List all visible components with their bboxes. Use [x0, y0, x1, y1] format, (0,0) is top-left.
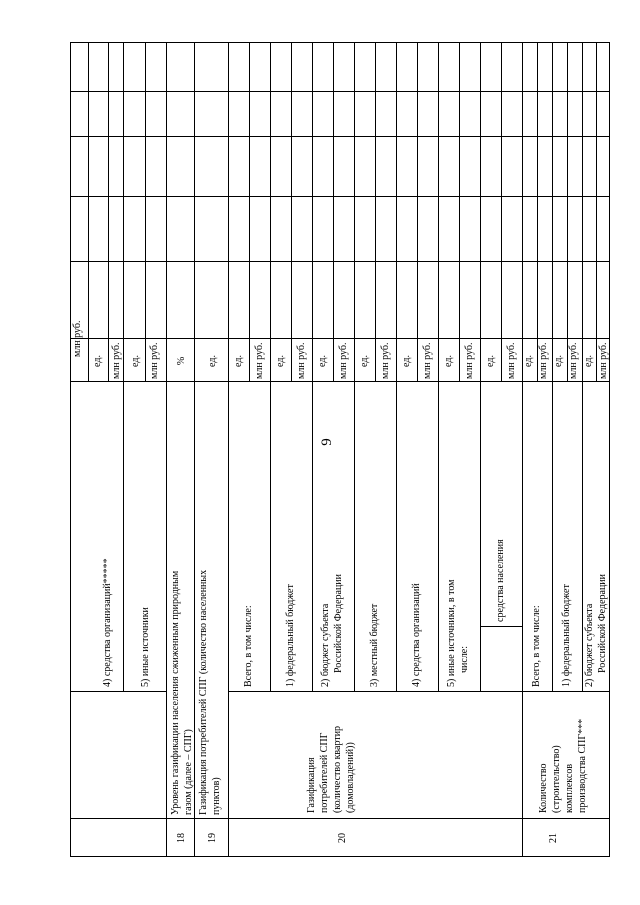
grid-line — [88, 42, 89, 382]
grid-line — [537, 42, 538, 382]
grid-line — [70, 381, 610, 382]
grid-line — [70, 196, 610, 197]
unit-cell: ед. — [358, 355, 370, 367]
grid-line — [70, 91, 610, 92]
unit-cell: млн руб. — [295, 342, 307, 379]
unit-cell: млн руб. — [505, 342, 517, 379]
top-row-label-5: 5) иные источники — [140, 607, 151, 687]
unit-cell: млн руб. — [253, 342, 265, 379]
top-unit-carry: млн руб. — [72, 320, 83, 357]
row-18-label-1: Уровень газификации населения сжиженным природным — [170, 570, 181, 815]
grid-line — [375, 42, 376, 382]
row-20-head-2: потребителей СПГ — [319, 732, 330, 813]
grid-line — [312, 42, 313, 692]
grid-line — [70, 42, 71, 857]
grid-line — [70, 338, 610, 339]
row-number: 21 — [548, 833, 559, 843]
grid-line — [70, 42, 610, 43]
unit-cell: ед. — [484, 355, 496, 367]
unit-cell: ед. — [316, 355, 328, 367]
grid-line — [417, 42, 418, 382]
unit-cell: млн руб. — [597, 342, 609, 379]
unit-cell: млн руб. — [567, 342, 579, 379]
sub-row-label: средства населения — [495, 539, 506, 622]
unit-cell: ед. — [274, 355, 286, 367]
row-21-head-4: производства СПГ*** — [577, 718, 588, 813]
grid-line — [270, 42, 271, 692]
unit-cell: млн руб. — [537, 342, 549, 379]
unit-cell: ед. — [130, 355, 141, 367]
top-row-label-4: 4) средства организаций***** — [102, 558, 113, 687]
unit-cell: ед. — [523, 355, 535, 367]
unit-cell: млн руб. — [463, 342, 475, 379]
grid-line — [145, 42, 146, 382]
row-18-label-2: газом (далее – СПГ) — [183, 729, 194, 815]
row-21-head-2: (строительство) — [551, 745, 562, 813]
row-19-label-2: пунктов) — [211, 777, 222, 815]
grid-line — [70, 691, 166, 692]
sub-row-label: 1) федеральный бюджет — [285, 584, 296, 687]
row-21-head-1: Количество — [538, 763, 549, 813]
grid-line — [396, 42, 397, 692]
unit-cell: млн руб. — [111, 342, 122, 379]
unit-cell: ед. — [553, 355, 565, 367]
unit-cell: ед. — [92, 355, 103, 367]
grid-line — [108, 42, 109, 382]
grid-line — [166, 42, 167, 857]
unit-cell: % — [176, 356, 187, 366]
grid-line — [228, 42, 229, 857]
row-20-head-1: Газификация — [306, 757, 317, 813]
grid-line — [333, 42, 334, 382]
grid-line — [291, 42, 292, 382]
grid-line — [459, 42, 460, 382]
row-20-head-4: (домовладений)) — [345, 742, 356, 813]
grid-line — [480, 42, 481, 692]
grid-line — [249, 42, 250, 382]
grid-line — [354, 42, 355, 692]
unit-cell: млн руб. — [421, 342, 433, 379]
row-number: 19 — [207, 833, 218, 843]
page-number: 9 — [319, 438, 335, 446]
row-20-head-3: (количество квартир — [332, 725, 343, 813]
rotated-table — [70, 42, 610, 857]
grid-line — [70, 261, 610, 262]
sub-row-label: 2) бюджет субъекта — [583, 603, 595, 687]
sub-row-label: 4) средства организаций — [411, 583, 422, 687]
sub-row-label: 2) бюджет субъекта — [320, 603, 331, 687]
grid-line — [596, 42, 597, 382]
grid-line — [522, 42, 523, 857]
sub-row-label: 1) федеральный бюджет — [560, 584, 572, 687]
sub-row-label-cont: Российской Федерации — [333, 573, 344, 673]
unit-cell: ед. — [232, 355, 244, 367]
sub-row-label: 3) местный бюджет — [369, 603, 380, 687]
row-number: 20 — [337, 833, 348, 843]
grid-line — [609, 42, 610, 857]
sub-row-label: 5) иные источники, в том — [446, 579, 457, 687]
unit-cell: млн руб. — [149, 342, 160, 379]
grid-line — [480, 626, 522, 627]
grid-line — [567, 42, 568, 382]
unit-cell: ед. — [442, 355, 454, 367]
unit-cell: млн руб. — [379, 342, 391, 379]
sub-row-label: Всего, в том числе: — [243, 605, 254, 687]
sub-row-label-cont: Российской Федерации — [596, 573, 608, 673]
grid-line — [123, 42, 124, 692]
grid-line — [501, 42, 502, 382]
grid-line — [438, 42, 439, 692]
unit-cell: ед. — [400, 355, 412, 367]
unit-cell: ед. — [583, 355, 595, 367]
row-21-head-3: комплексов — [564, 763, 575, 813]
sub-row-label: Всего, в том числе: — [530, 605, 542, 687]
unit-cell: млн руб. — [337, 342, 349, 379]
row-number: 18 — [176, 833, 187, 843]
row-19-label-1: Газификация потребителей СПГ (количество населенных — [198, 569, 209, 815]
sub-row-label-cont: числе: — [459, 645, 470, 673]
unit-cell: ед. — [207, 355, 218, 367]
grid-line — [70, 136, 610, 137]
